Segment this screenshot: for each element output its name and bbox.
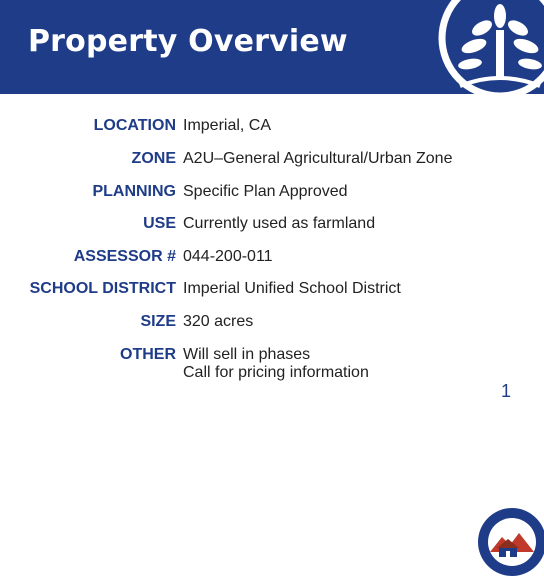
- detail-row-size: [0, 313, 544, 337]
- realtors-association-seal-icon: [477, 507, 544, 577]
- detail-row-assessor: [0, 248, 544, 272]
- detail-row-school-district: [0, 280, 544, 304]
- detail-row-location: [0, 117, 544, 141]
- detail-label: OTHER: [120, 346, 176, 363]
- detail-value: Imperial, CA: [183, 117, 272, 134]
- tree-logo-icon: [430, 0, 544, 94]
- page-title: Property Overview: [28, 24, 348, 59]
- page-number: 1: [501, 381, 512, 401]
- detail-label: LOCATION: [93, 117, 176, 134]
- detail-value: 320 acres: [183, 313, 254, 330]
- detail-row-use: [0, 215, 544, 239]
- detail-value: Specific Plan Approved: [183, 183, 348, 200]
- detail-label: USE: [143, 215, 176, 232]
- detail-label: ASSESSOR #: [73, 248, 176, 265]
- detail-row-planning: [0, 183, 544, 207]
- detail-label: ZONE: [131, 150, 176, 167]
- detail-value: A2U–General Agricultural/Urban Zone: [183, 150, 453, 167]
- detail-row-zone: [0, 150, 544, 174]
- detail-value: Imperial Unified School District: [183, 280, 401, 297]
- detail-value: 044-200-011: [183, 248, 273, 265]
- detail-value: Will sell in phases Call for pricing information: [183, 346, 369, 381]
- detail-value: Currently used as farmland: [183, 215, 376, 232]
- detail-row-other: [0, 346, 544, 386]
- detail-label: PLANNING: [92, 183, 176, 200]
- detail-label: SCHOOL DISTRICT: [29, 280, 176, 297]
- detail-label: SIZE: [140, 313, 176, 330]
- header-banner: [0, 0, 544, 94]
